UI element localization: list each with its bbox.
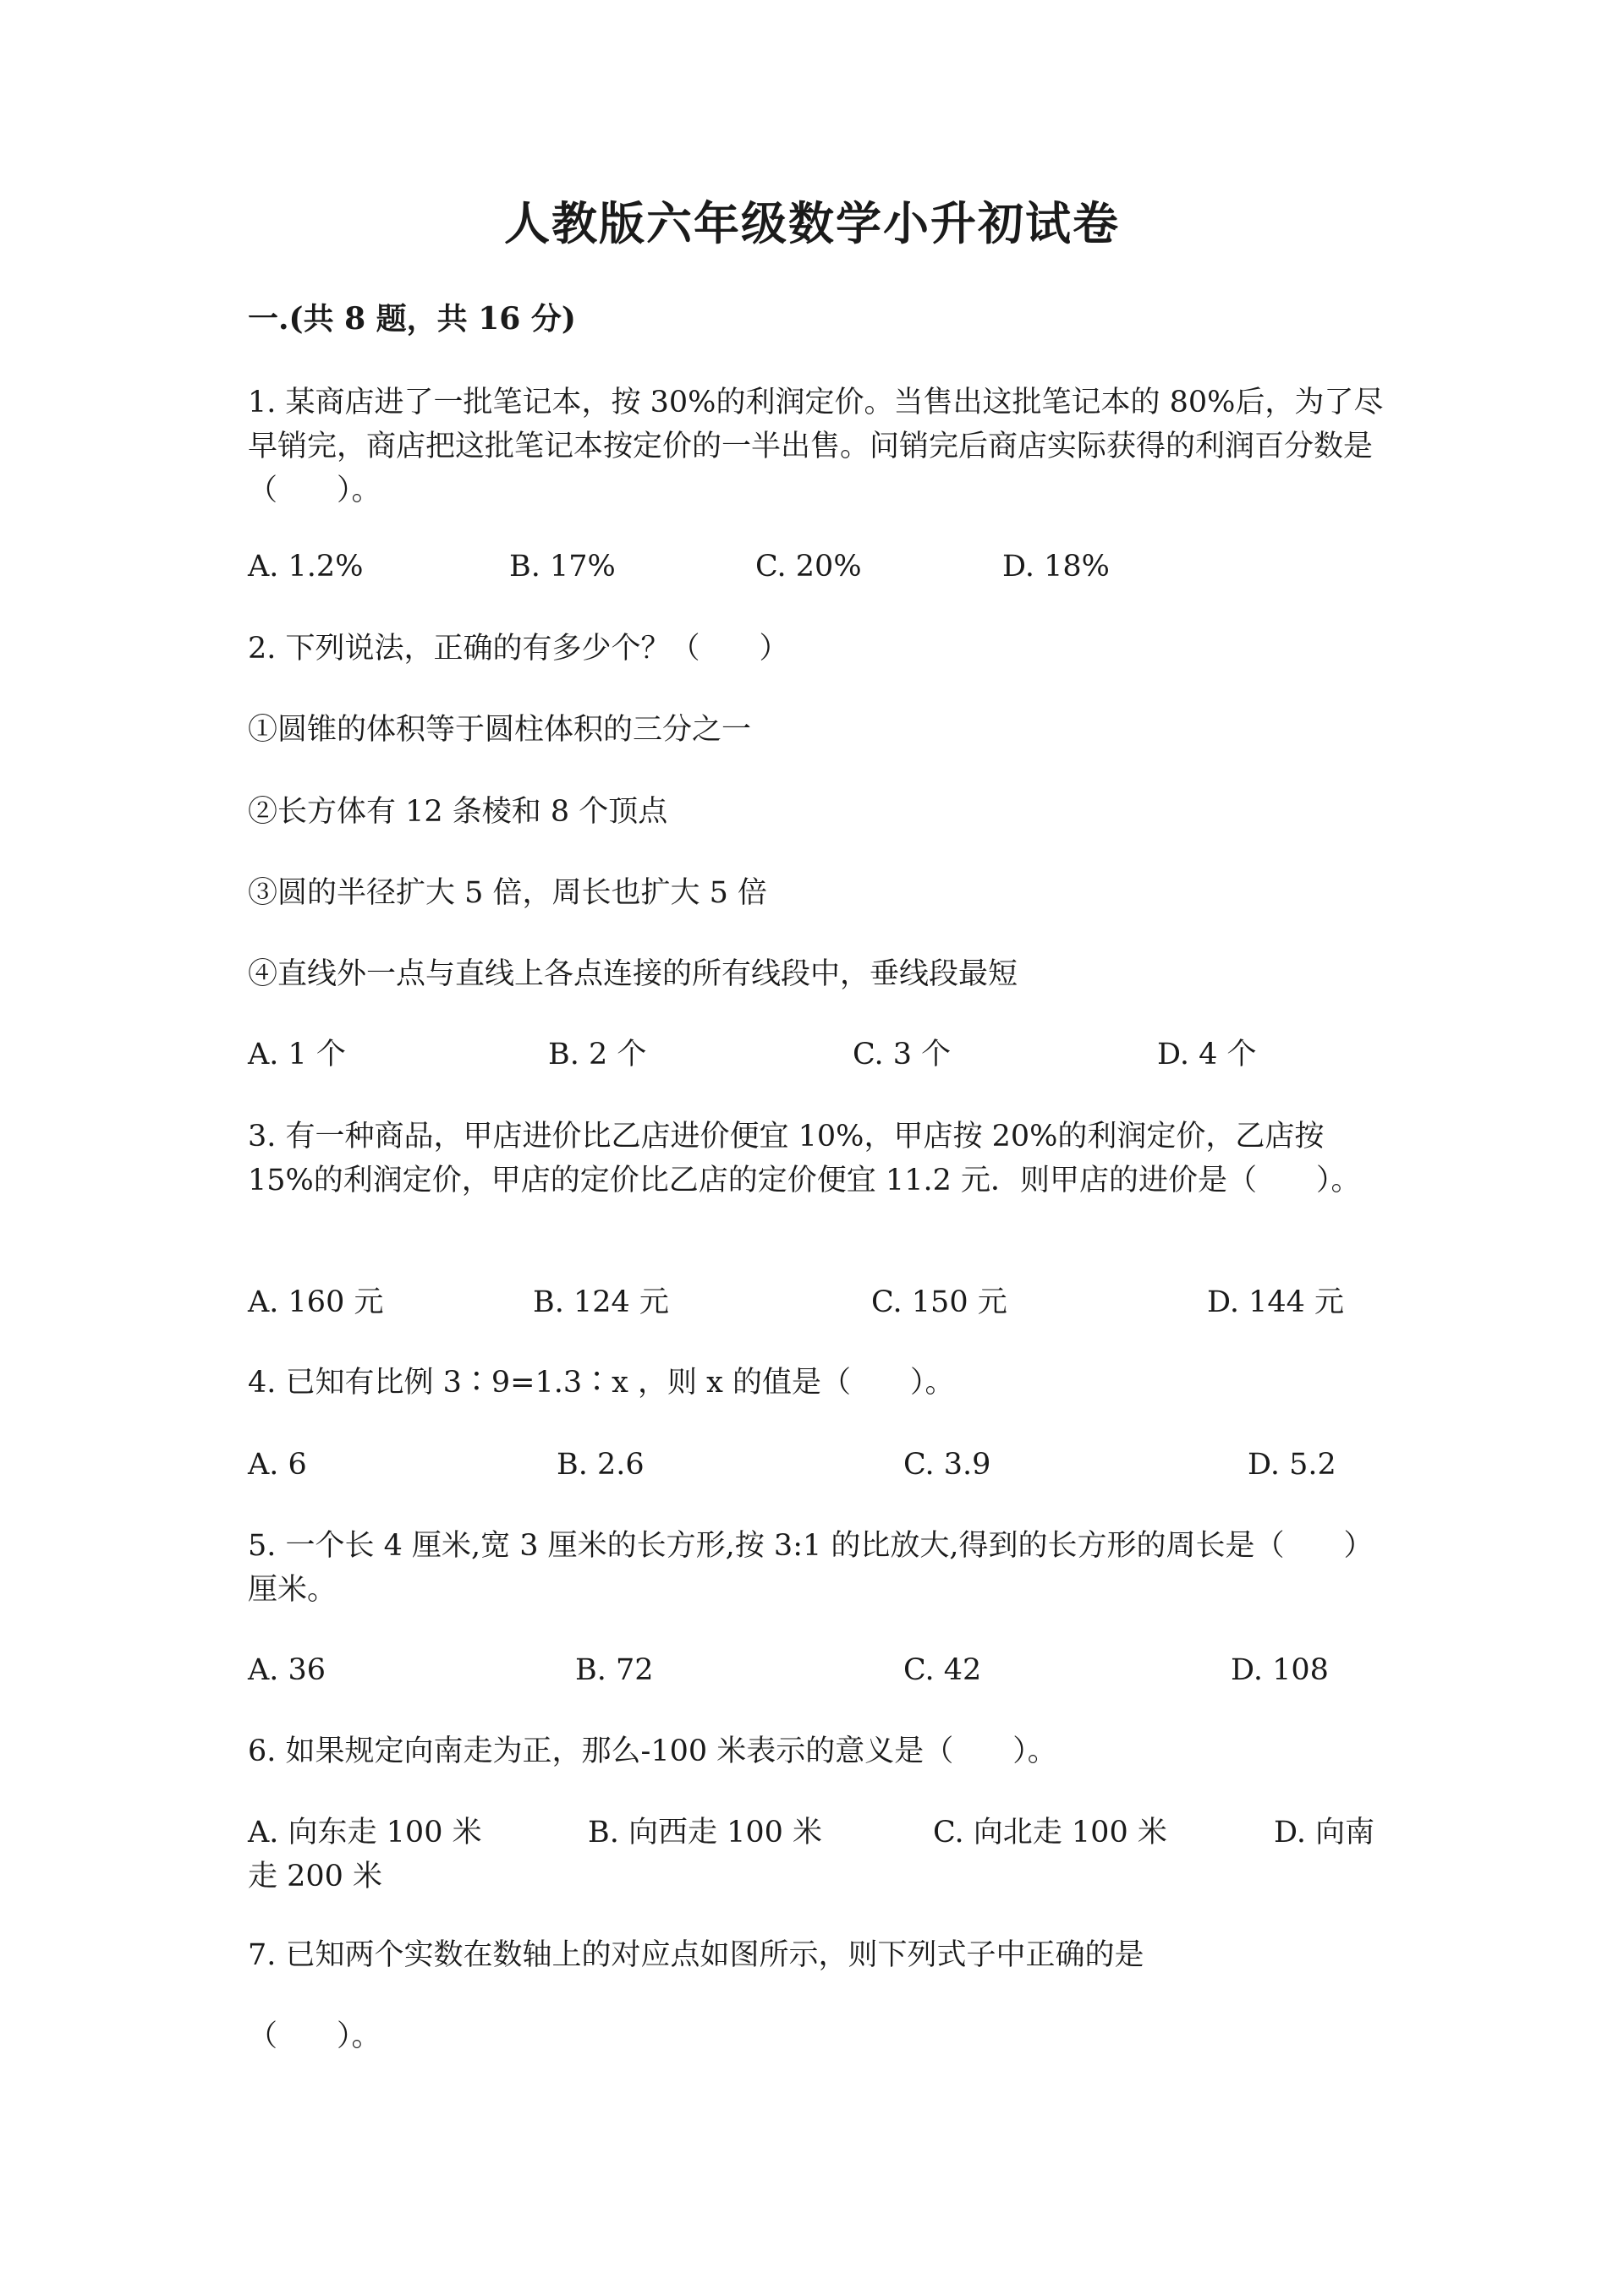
question-1-option-d[interactable]: D. 18% <box>1002 550 1110 584</box>
question-7-stem: 7. 已知两个实数在数轴上的对应点如图所示，则下列式子中正确的是 <box>248 1938 1144 1972</box>
question-6-stem: 6. 如果规定向南走为正，那么-100 米表示的意义是（ ）。 <box>248 1734 1057 1768</box>
question-4-option-d[interactable]: D. 5.2 <box>1248 1448 1336 1482</box>
question-1-option-b[interactable]: B. 17% <box>509 550 616 584</box>
question-3-option-b[interactable]: B. 124 元 <box>533 1285 669 1319</box>
page-title: 人教版六年级数学小升初试卷 <box>504 196 1120 250</box>
question-2-statement-2: ②长方体有 12 条棱和 8 个顶点 <box>248 795 668 829</box>
question-1-stem: 1. 某商店进了一批笔记本，按 30%的利润定价。当售出这批笔记本的 80%后，为了尽早销完，商店把这批笔记本按定价的一半出售。问销完后商店实际获得的利润百分数是（ ）。 <box>248 386 1384 507</box>
question-4-option-b[interactable]: B. 2.6 <box>557 1448 645 1482</box>
question-6-option-c[interactable]: C. 向北走 100 米 <box>933 1816 1167 1849</box>
question-6-options <box>248 1811 1385 1899</box>
question-1-option-c[interactable]: C. 20% <box>755 550 862 584</box>
question-5-stem: 5. 一个长 4 厘米,宽 3 厘米的长方形,按 3:1 的比放大,得到的长方形的周长是（ ）厘米。 <box>248 1529 1374 1607</box>
question-3-option-d[interactable]: D. 144 元 <box>1207 1285 1344 1319</box>
question-5-option-c[interactable]: C. 42 <box>903 1653 982 1687</box>
question-6-option-d[interactable]: D. 向南走 200 米 <box>248 1816 1375 1893</box>
question-2-statement-1: ①圆锥的体积等于圆柱体积的三分之一 <box>248 713 752 747</box>
question-2-stem: 2. 下列说法，正确的有多少个？（ ） <box>248 632 789 666</box>
question-3-option-c[interactable]: C. 150 元 <box>871 1285 1007 1319</box>
question-4-option-a[interactable]: A. 6 <box>248 1448 307 1482</box>
question-5-option-b[interactable]: B. 72 <box>575 1653 654 1687</box>
question-2-option-a[interactable]: A. 1 个 <box>248 1038 346 1071</box>
question-5-option-a[interactable]: A. 36 <box>248 1653 326 1687</box>
question-4-stem: 4. 已知有比例 3∶9=1.3∶x ，则 x 的值是（ ）。 <box>248 1366 955 1400</box>
question-4-option-c[interactable]: C. 3.9 <box>903 1448 991 1482</box>
question-1-option-a[interactable]: A. 1.2% <box>248 550 364 584</box>
question-6-option-b[interactable]: B. 向西走 100 米 <box>588 1816 823 1849</box>
section-heading: 一.(共 8 题，共 16 分) <box>248 301 576 337</box>
question-2-statement-4: ④直线外一点与直线上各点连接的所有线段中，垂线段最短 <box>248 957 1018 991</box>
question-6-option-a[interactable]: A. 向东走 100 米 <box>248 1816 482 1849</box>
question-2-option-c[interactable]: C. 3 个 <box>853 1038 952 1071</box>
question-2-option-b[interactable]: B. 2 个 <box>548 1038 647 1071</box>
question-5-option-d[interactable]: D. 108 <box>1231 1653 1329 1687</box>
question-2-option-d[interactable]: D. 4 个 <box>1157 1038 1257 1071</box>
question-7-stem-continued: （ ）。 <box>248 2019 381 2053</box>
question-3-option-a[interactable]: A. 160 元 <box>248 1285 384 1319</box>
question-2-statement-3: ③圆的半径扩大 5 倍，周长也扩大 5 倍 <box>248 876 768 910</box>
question-3-stem: 3. 有一种商品，甲店进价比乙店进价便宜 10%，甲店按 20%的利润定价，乙店按 15%的利润定价，甲店的定价比乙店的定价便宜 11.2 元．则甲店的进价是（ ）。 <box>248 1120 1361 1197</box>
